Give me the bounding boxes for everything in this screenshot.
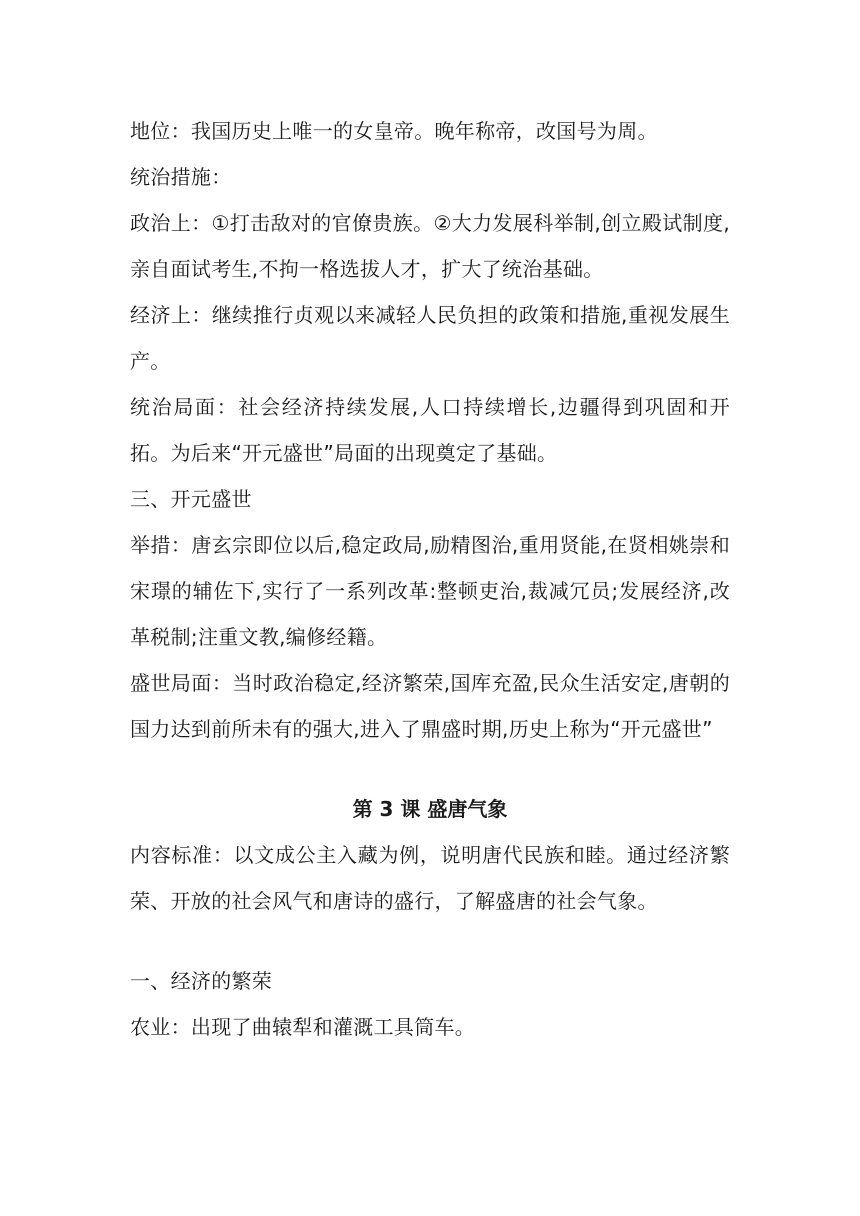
document-page [130,108,730,1050]
section-heading-economy: 一、经济的繁荣 [130,969,273,993]
ruling-situation-paragraph: 统治局面：社会经济持续发展,人口持续增长,边疆得到巩固和开拓。为后来“开元盛世”局面的出现奠定了基础。 [130,395,730,465]
prosperity-paragraph: 盛世局面：当时政治稳定,经济繁荣,国库充盈,民众生活安定,唐朝的国力达到前所未有的强大,进入了鼎盛时期,历史上称为“开元盛世” [130,671,730,741]
political-measures-paragraph: 政治上：①打击敌对的官僚贵族。②大力发展科举制,创立殿试制度,亲自面试考生,不拘一格选拔人才，扩大了统治基础。 [130,211,730,281]
lesson-title: 第 3 课 盛唐气象 [352,797,508,821]
spacer [130,752,730,786]
status-paragraph: 地位：我国历史上唯一的女皇帝。晚年称帝，改国号为周。 [130,119,658,143]
kaiyuan-measures-paragraph: 举措：唐玄宗即位以后,稳定政局,励精图治,重用贤能,在贤相姚崇和宋璟的辅佐下,实行了一系列改革:整顿吏治,裁减冗员;发展经济,改革税制;注重文教,编修经籍。 [130,533,730,649]
section-heading-kaiyuan: 三、开元盛世 [130,487,252,511]
content-standard-paragraph: 内容标准：以文成公主入藏为例，说明唐代民族和睦。通过经济繁荣、开放的社会风气和唐诗的盛行，了解盛唐的社会气象。 [130,843,730,913]
economic-measures-paragraph: 经济上：继续推行贞观以来减轻人民负担的政策和措施,重视发展生产。 [130,303,730,373]
agriculture-paragraph: 农业：出现了曲辕犁和灌溉工具筒车。 [130,1015,476,1039]
spacer [130,924,730,958]
measures-heading: 统治措施： [130,165,232,189]
